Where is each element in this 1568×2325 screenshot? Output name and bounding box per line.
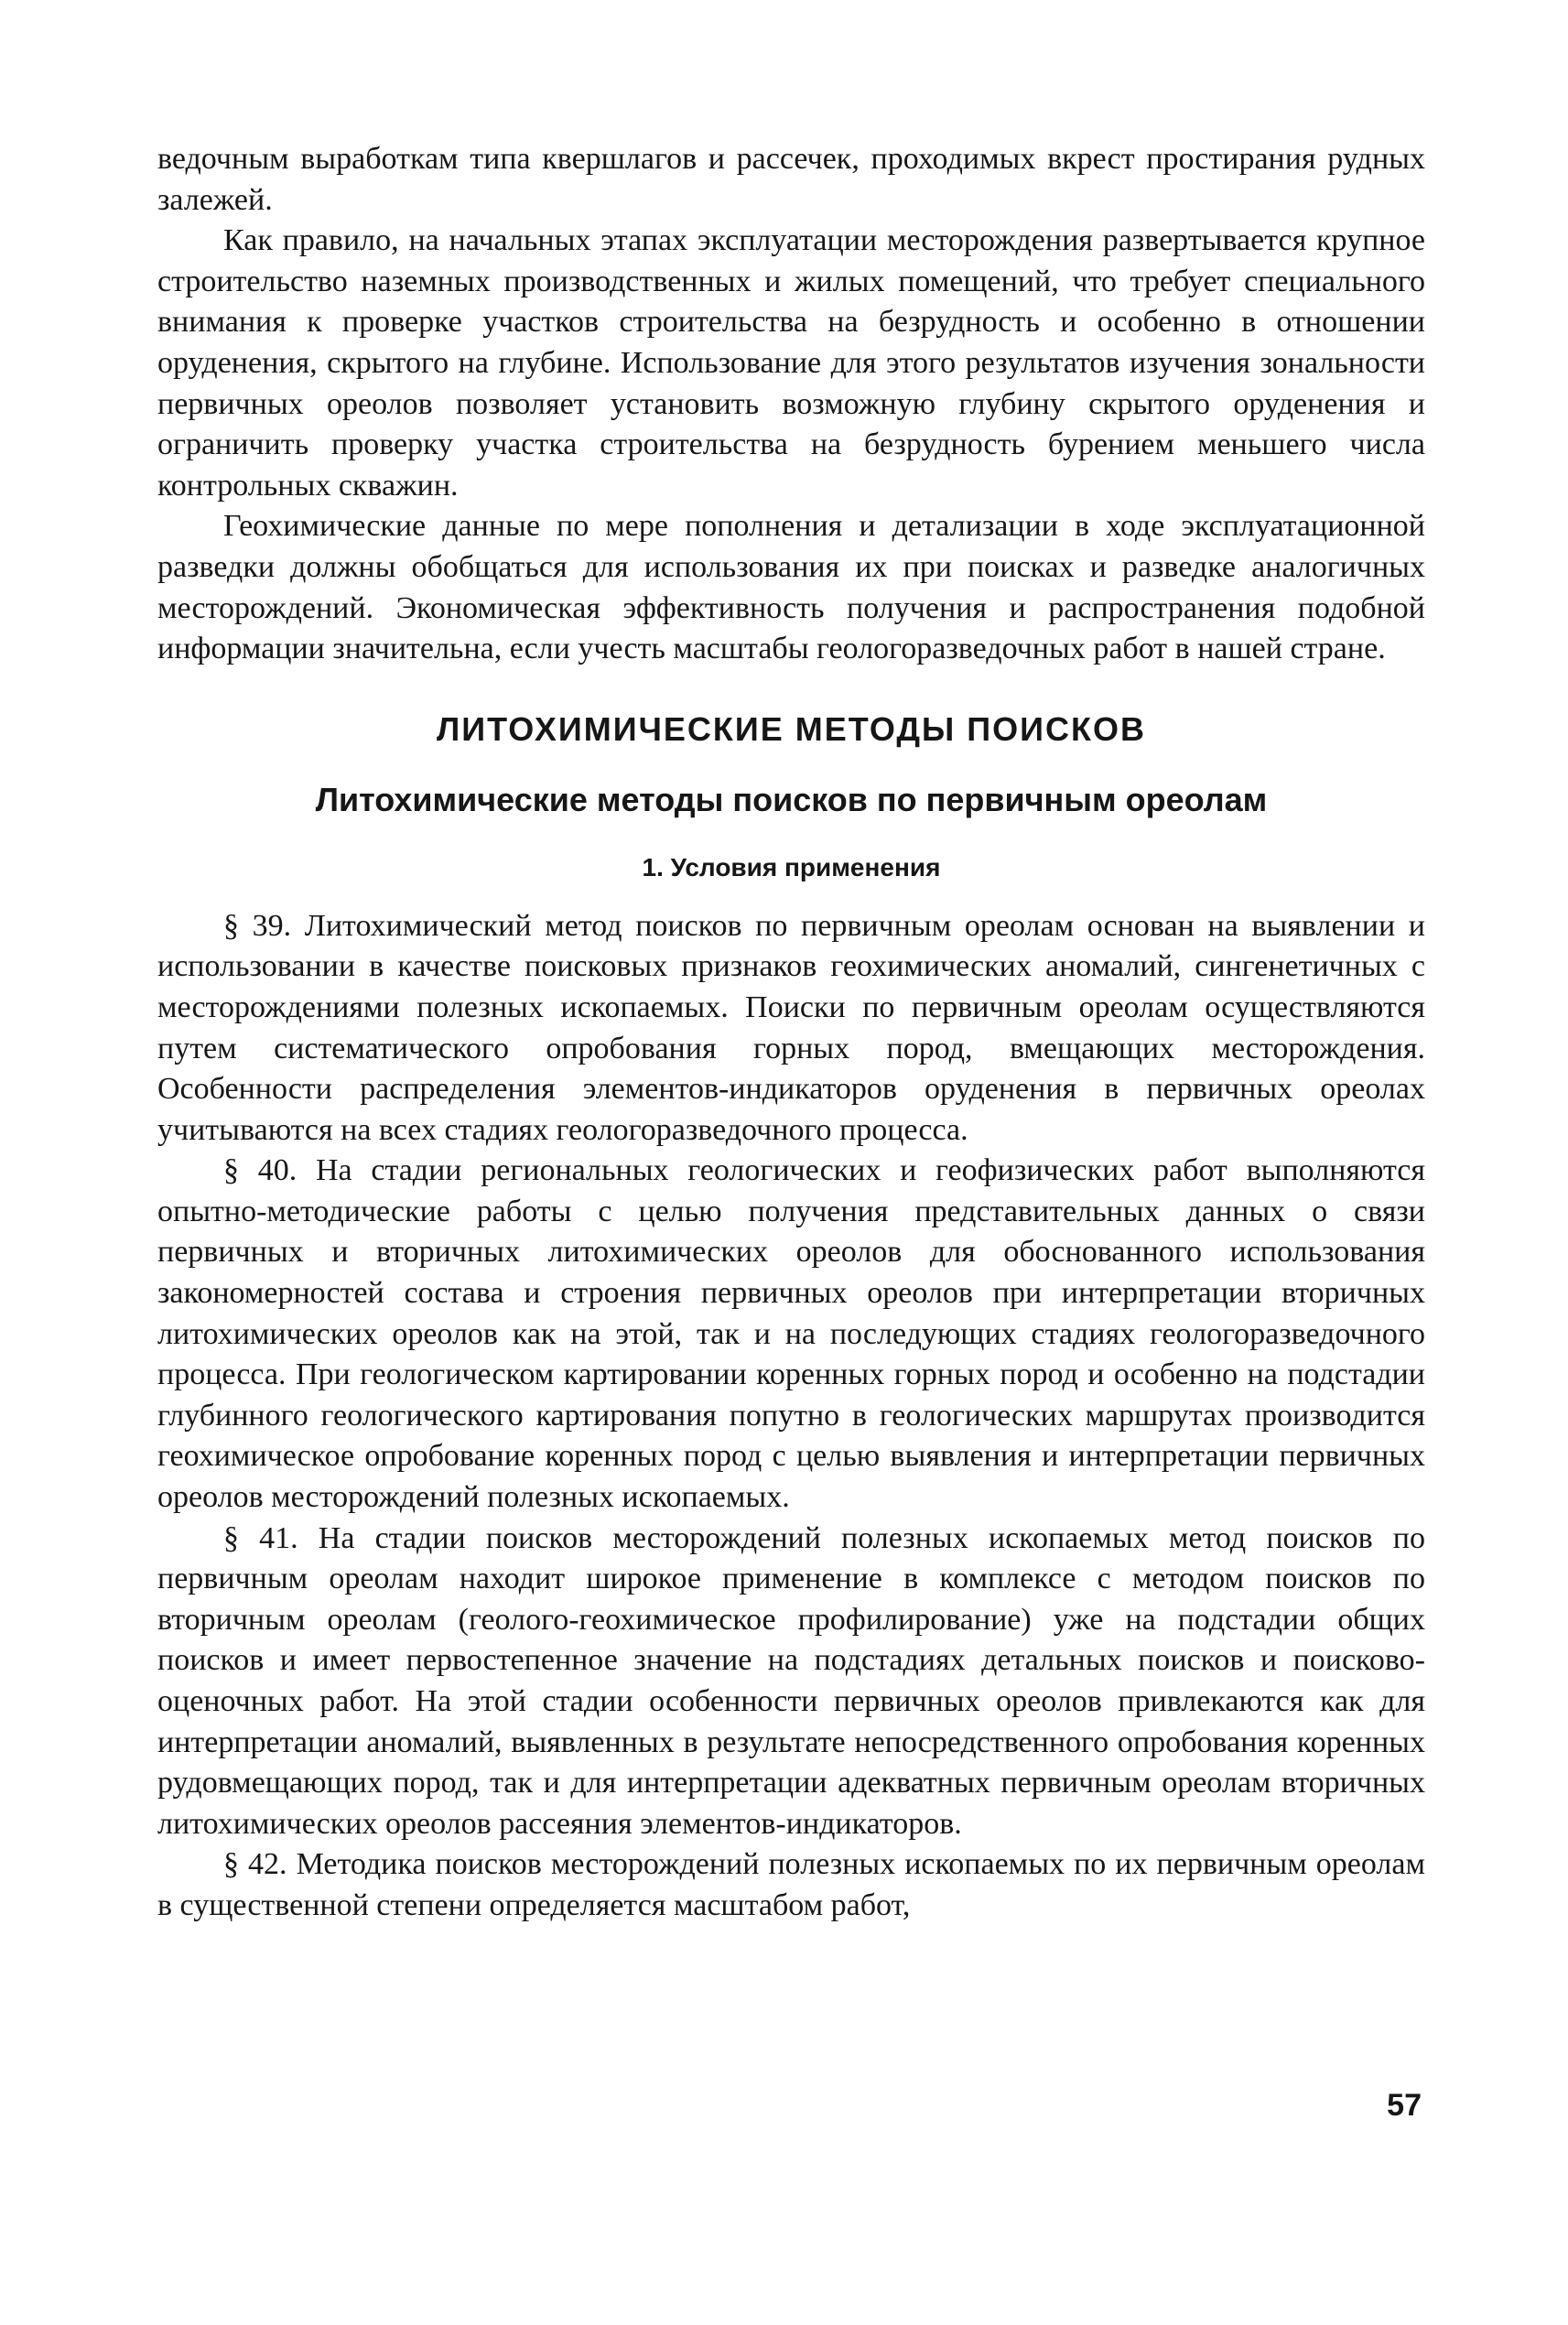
paragraph-continued: ведочным выработкам типа квершлагов и рассечек, проходимых вкрест простирания рудных залежей. bbox=[157, 142, 1425, 217]
paragraph-section-42: § 42. Методика поисков месторождений полезных ископаемых по их первичным ореолам в существенной степени определяется масштабом работ, bbox=[157, 1847, 1425, 1922]
subsection-heading: Литохимические методы поисков по первичным ореолам bbox=[315, 780, 1268, 818]
subsubsection-heading: 1. Условия применения bbox=[642, 852, 941, 881]
paragraph-construction: Как правило, на начальных этапах эксплуатации месторождения развертывается крупное строительство наземных производственных и жилых помещений, что требует специального внимания к проверке участков строительства на безрудность и особенно в отношении оруденения, скрытого на глубине. Использование для этого результатов изучения зональности первичных ореолов позволяет установить возможную глубину скрытого оруденения и ограничить проверку участка строительства на безрудность бурением меньшего числа контрольных скважин. bbox=[157, 223, 1425, 503]
section-heading: ЛИТОХИМИЧЕСКИЕ МЕТОДЫ ПОИСКОВ bbox=[436, 709, 1146, 748]
paragraph-geochemical-data: Геохимические данные по мере пополнения и детализации в ходе эксплуатационной разведки должны обобщаться для использования их при поисках и разведке аналогичных месторождений. Экономическая эффективность получения и распространения подобной информации значительна, если учесть масштабы геологоразведочных работ в нашей стране. bbox=[157, 509, 1425, 666]
page-number: 57 bbox=[1387, 2088, 1422, 2123]
page-body bbox=[157, 139, 1425, 1927]
paragraph-section-40: § 40. На стадии региональных геологических и геофизических работ выполняются опытно-методические работы с целью получения представительных данных о связи первичных и вторичных литохимических ореолов для обоснованного использования закономерностей состава и строения первичных ореолов при интерпретации вторичных литохимических ореолов как на этой, так и на последующих стадиях геологоразведочного процесса. При геологическом картировании коренных горных пород и особенно на подстадии глубинного геологического картирования попутно в геологических маршрутах производится геохимическое опробование коренных пород с целью выявления и интерпретации первичных ореолов месторождений полезных ископаемых. bbox=[157, 1153, 1425, 1515]
paragraph-section-41: § 41. На стадии поисков месторождений полезных ископаемых метод поисков по первичным ореолам находит широкое применение в комплексе с методом поисков по вторичным ореолам (геолого-геохимическое профилирование) уже на подстадии общих поисков и имеет первостепенное значение на подстадиях детальных поисков и поисково-оценочных работ. На этой стадии особенности первичных ореолов привлекаются как для интерпретации аномалий, выявленных в результате непосредственного опробования коренных рудовмещающих пород, так и для интерпретации адекватных первичным ореолам вторичных литохимических ореолов рассеяния элементов-индикаторов. bbox=[157, 1520, 1425, 1841]
paragraph-section-39: § 39. Литохимический метод поисков по первичным ореолам основан на выявлении и использовании в качестве поисковых признаков геохимических аномалий, сингенетичных с месторождениями полезных ископаемых. Поиски по первичным ореолам осуществляются путем систематического опробования горных пород, вмещающих месторождения. Особенности распределения элементов-индикаторов оруденения в первичных ореолах учитываются на всех стадиях геологоразведочного процесса. bbox=[157, 908, 1425, 1147]
